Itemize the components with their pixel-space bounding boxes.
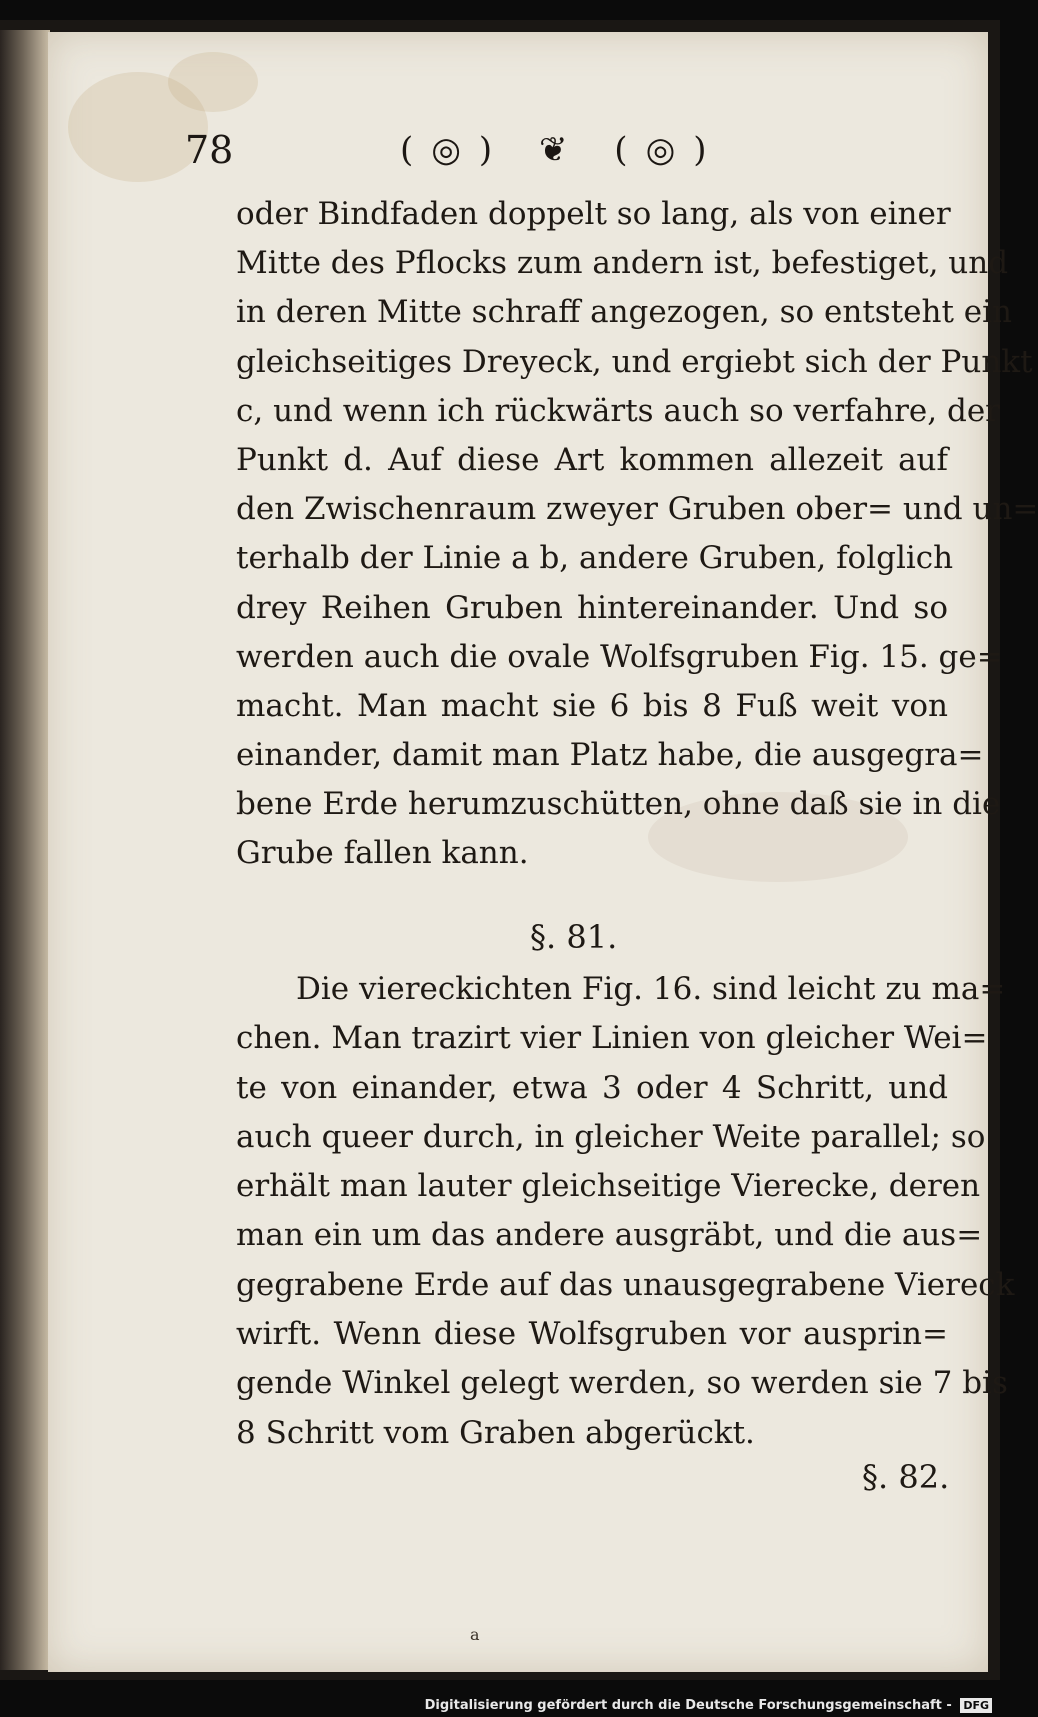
text-line: bene Erde herumzuschütten, ohne daß sie in die (236, 786, 1001, 823)
dfg-logo: DFG (960, 1698, 992, 1713)
text-line: terhalb der Linie a b, andere Gruben, folglich (236, 540, 954, 577)
text-line: chen. Man trazirt vier Linien von gleicher Wei= (236, 1020, 988, 1057)
paper-stain (168, 52, 258, 112)
text-line: in deren Mitte schraff angezogen, so entsteht ein (236, 294, 1012, 331)
text-line: Die viereckichten Fig. 16. sind leicht zu ma= (296, 971, 1006, 1007)
text-line: gende Winkel gelegt werden, so werden sie 7 bis (236, 1365, 1008, 1402)
digitization-footer (0, 1694, 992, 1717)
paragraph-1 (236, 190, 1038, 879)
text-line: einander, damit man Platz habe, die ausgegra= (236, 737, 984, 774)
text-line: Punkt d. Auf diese Art kommen allezeit auf (236, 441, 948, 478)
text-line: den Zwischenraum zweyer Gruben ober= und un= (236, 491, 1038, 528)
book-spine-edge (0, 30, 50, 1670)
header-ornament: (◎) ❦ (◎) (400, 130, 725, 170)
catchword: §. 82. (862, 1458, 950, 1496)
text-line: wirft. Wenn diese Wolfsgruben vor ausprin= (236, 1316, 948, 1353)
text-line: drey Reihen Gruben hintereinander. Und so (236, 589, 948, 626)
text-line: oder Bindfaden doppelt so lang, als von einer (236, 196, 951, 232)
page-header (185, 128, 925, 178)
text-line: macht. Man macht sie 6 bis 8 Fuß weit von (236, 687, 948, 724)
text-line: man ein um das andere ausgräbt, und die aus= (236, 1217, 983, 1254)
text-line: erhält man lauter gleichseitige Vierecke, deren (236, 1168, 981, 1205)
text-line: auch queer durch, in gleicher Weite parallel; so (236, 1118, 986, 1155)
text-line: 8 Schritt vom Graben abgerückt. (236, 1414, 755, 1451)
text-line: Grube fallen kann. (236, 835, 529, 872)
text-line: te von einander, etwa 3 oder 4 Schritt, und (236, 1069, 948, 1106)
text-line: Mitte des Pflocks zum andern ist, befestiget, und (236, 245, 1009, 282)
signature-mark: a (470, 1625, 480, 1644)
text-line: gegrabene Erde auf das unausgegrabene Viereck (236, 1266, 1015, 1303)
page-number: 78 (185, 128, 234, 172)
paragraph-2 (236, 965, 1015, 1458)
section-heading: §. 81. (530, 918, 618, 956)
text-line: c, und wenn ich rückwärts auch so verfahre, der (236, 392, 1000, 429)
text-line: werden auch die ovale Wolfsgruben Fig. 15. ge= (236, 638, 1003, 675)
footer-text: Digitalisierung gefördert durch die Deutsche Forschungsgemeinschaft - (424, 1698, 952, 1713)
text-line: gleichseitiges Dreyeck, und ergiebt sich der Punkt (236, 343, 1033, 380)
